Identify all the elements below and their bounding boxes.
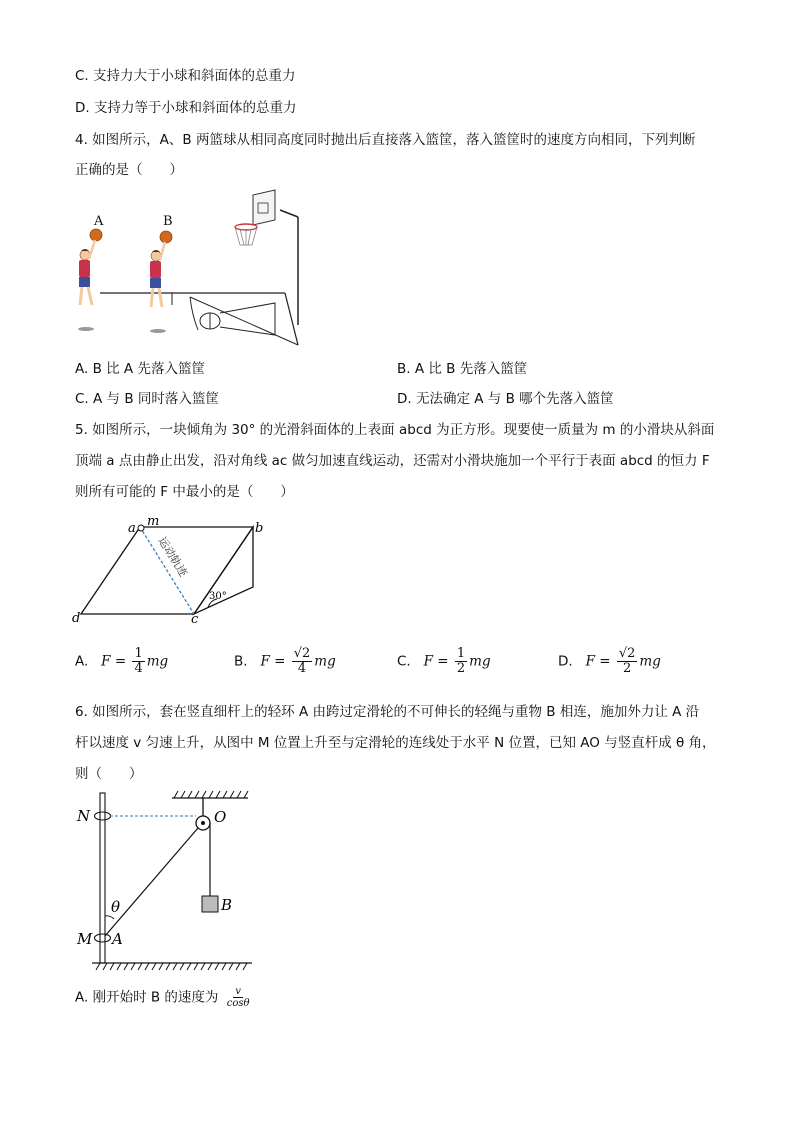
q6-label-b: B xyxy=(221,896,233,914)
q4-option-b: B. A 比 B 先落入篮筐 xyxy=(397,361,528,377)
q5-path-label: 运动轨迹 xyxy=(155,534,190,579)
q4-basketball-figure xyxy=(70,185,310,355)
q3-option-c: C. 支持力大于小球和斜面体的总重力 xyxy=(75,68,296,84)
q6-stem-line3: 则（ ） xyxy=(75,766,143,782)
q5-vertex-d: d xyxy=(72,611,81,626)
q5-option-b: B. F = $\frac{√2}{4}$ mg xyxy=(234,646,336,676)
q6-label-m: M xyxy=(77,930,93,948)
q6-label-a: A xyxy=(112,930,123,948)
q4-label-a: A xyxy=(94,214,104,229)
q6-stem-line2: 杆以速度 v 匀速上升，从图中 M 位置上升至与定滑轮的连线处于水平 N 位置，已知 AO 与竖直杆成 θ 角， xyxy=(75,735,716,751)
q6-label-o: O xyxy=(214,808,227,826)
q5-option-c: C. F = $\frac{1}{2}$ mg xyxy=(397,646,491,676)
q4-stem-line1: 4. 如图所示，A、B 两篮球从相同高度同时抛出后直接落入篮筐，落入篮筐时的速度方向相同，下列判断 xyxy=(75,132,696,148)
q5-vertex-a: a xyxy=(128,521,136,536)
q4-option-a: A. B 比 A 先落入篮筐 xyxy=(75,361,205,377)
q6-label-n: N xyxy=(77,807,91,825)
q5-stem-line3: 则所有可能的 F 中最小的是（ ） xyxy=(75,484,294,500)
q6-label-theta: θ xyxy=(111,898,121,916)
q4-option-d: D. 无法确定 A 与 B 哪个先落入篮筐 xyxy=(397,391,614,407)
q5-incline-figure xyxy=(68,510,273,628)
q5-vertex-b: b xyxy=(255,521,264,536)
q5-angle-label: 30° xyxy=(209,591,227,602)
q4-label-b: B xyxy=(163,214,173,229)
q6-option-a: A. 刚开始时 B 的速度为 $\frac{v}{\cos\theta}$ xyxy=(75,986,250,1009)
q6-stem-line1: 6. 如图所示，套在竖直细杆上的轻环 A 由跨过定滑轮的不可伸长的轻绳与重物 B 相连，施加外力让 A 沿 xyxy=(75,704,700,720)
q5-vertex-c: c xyxy=(191,612,199,627)
q5-stem-line1: 5. 如图所示，一块倾角为 30° 的光滑斜面体的上表面 abcd 为正方形。现要使一质量为 m 的小滑块从斜面 xyxy=(75,422,715,438)
q5-stem-line2: 顶端 a 点由静止出发，沿对角线 ac 做匀加速直线运动，还需对小滑块施加一个平行于表面 abcd 的恒力 F xyxy=(75,453,710,469)
q4-stem-line2: 正确的是（ ） xyxy=(75,162,183,178)
q5-option-a: A. F = $\frac{1}{4}$ mg xyxy=(75,646,169,676)
q6-pulley-figure xyxy=(74,788,259,978)
q5-vertex-m: m xyxy=(147,514,160,529)
q5-option-d: D. F = $\frac{√2}{2}$ mg xyxy=(558,646,661,676)
q3-option-d: D. 支持力等于小球和斜面体的总重力 xyxy=(75,100,297,116)
q4-option-c: C. A 与 B 同时落入篮筐 xyxy=(75,391,219,407)
